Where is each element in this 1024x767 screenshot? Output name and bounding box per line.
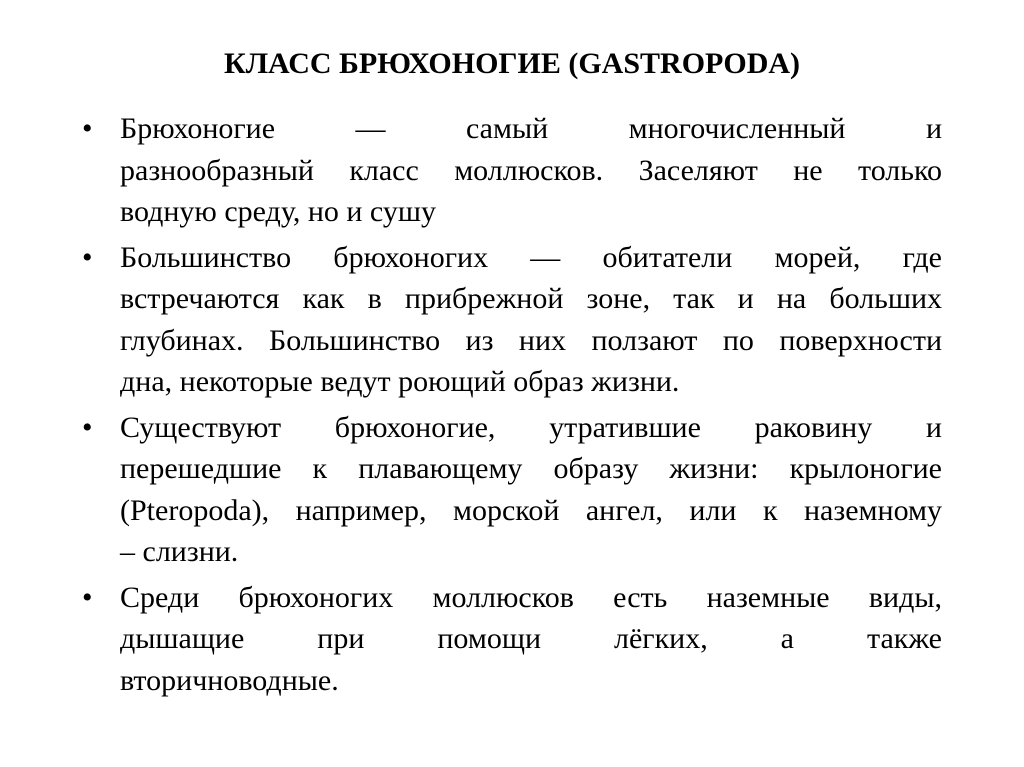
bullet-text-line: – слизни. (120, 535, 239, 568)
bullet-item (82, 237, 942, 403)
bullet-item (82, 577, 942, 702)
bullet-text-line: Большинство брюхоногих — обитатели морей, где (120, 240, 942, 274)
bullet-item (82, 108, 942, 233)
bullet-text-line: глубинах. Большинство из них ползают по поверхности (120, 323, 942, 357)
bullet-list (82, 108, 942, 705)
bullet-text-line: разнообразный класс моллюсков. Заселяют не только (120, 153, 942, 187)
bullet-text-line: Брюхоногие — самый многочисленный и (120, 112, 942, 145)
bullet-text-line: Существуют брюхоногие, утратившие раковину и (120, 410, 942, 444)
bullet-text-line: дна, некоторые ведут роющий образ жизни. (120, 365, 680, 398)
bullet-text-line: вторичноводные. (120, 663, 339, 697)
bullet-icon: • (82, 410, 93, 444)
bullet-text-line: (Pteropoda), например, морской ангел, или к наземному (120, 493, 942, 527)
bullet-icon: • (82, 580, 93, 614)
bullet-icon: • (82, 112, 93, 145)
bullet-text-line: встречаются как в прибрежной зоне, так и на больших (120, 282, 942, 315)
bullet-text-line: водную среду, но и сушу (120, 195, 436, 228)
bullet-text-line: Среди брюхоногих моллюсков есть наземные виды, (120, 580, 942, 614)
bullet-text-line: дышащие при помощи лёгких, а также (120, 622, 942, 655)
slide-title: КЛАСС БРЮХОНОГИЕ (GASTROPODA) (223, 47, 801, 80)
bullet-item (82, 407, 942, 573)
bullet-text-line: перешедшие к плавающему образу жизни: крылоногие (120, 452, 942, 485)
bullet-icon: • (82, 240, 93, 274)
